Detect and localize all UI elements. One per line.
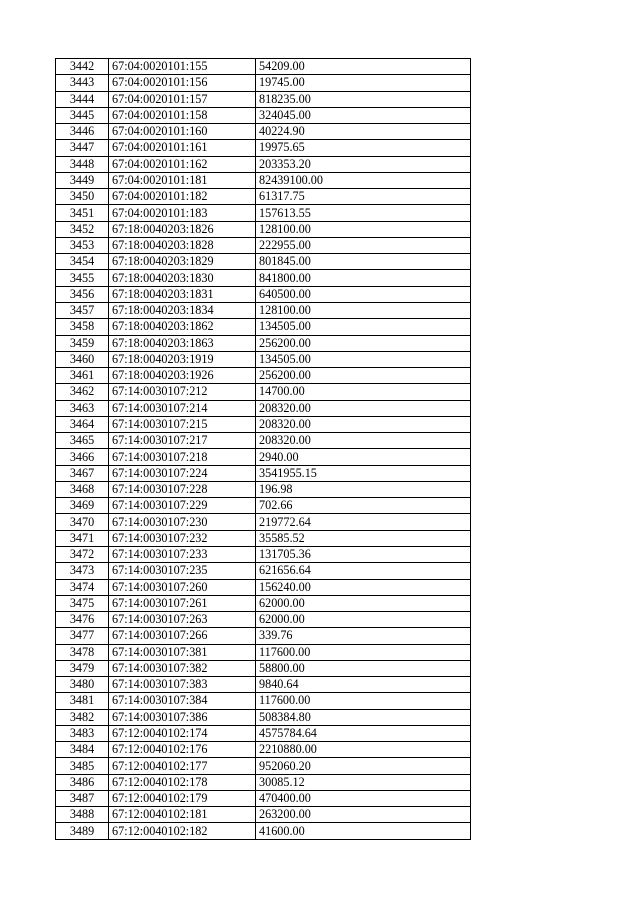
value-cell: 156240.00: [256, 579, 471, 595]
value-cell: 222955.00: [256, 237, 471, 253]
table-row: [56, 172, 471, 188]
table-row: [56, 742, 471, 758]
row-number-cell: 3484: [56, 742, 109, 758]
row-number-cell: 3474: [56, 579, 109, 595]
table-row: [56, 612, 471, 628]
value-cell: 324045.00: [256, 107, 471, 123]
table-row: [56, 254, 471, 270]
table-row: [56, 758, 471, 774]
cadastral-number-cell: 67:14:0030107:229: [109, 498, 256, 514]
value-cell: 196.98: [256, 481, 471, 497]
table-row: [56, 156, 471, 172]
value-cell: 2940.00: [256, 449, 471, 465]
value-cell: 470400.00: [256, 790, 471, 806]
row-number-cell: 3444: [56, 91, 109, 107]
row-number-cell: 3487: [56, 790, 109, 806]
row-number-cell: 3476: [56, 612, 109, 628]
cadastral-number-cell: 67:04:0020101:156: [109, 75, 256, 91]
value-cell: 117600.00: [256, 644, 471, 660]
value-cell: 9840.64: [256, 677, 471, 693]
cadastral-number-cell: 67:14:0030107:383: [109, 677, 256, 693]
row-number-cell: 3456: [56, 286, 109, 302]
row-number-cell: 3442: [56, 59, 109, 75]
table-row: [56, 530, 471, 546]
cadastral-number-cell: 67:12:0040102:179: [109, 790, 256, 806]
value-cell: 508384.80: [256, 709, 471, 725]
value-cell: 157613.55: [256, 205, 471, 221]
cadastral-number-cell: 67:18:0040203:1829: [109, 254, 256, 270]
cadastral-number-cell: 67:04:0020101:181: [109, 172, 256, 188]
cadastral-number-cell: 67:04:0020101:160: [109, 124, 256, 140]
cadastral-number-cell: 67:14:0030107:386: [109, 709, 256, 725]
value-cell: 131705.36: [256, 546, 471, 562]
cadastral-number-cell: 67:14:0030107:235: [109, 563, 256, 579]
cadastral-number-cell: 67:14:0030107:212: [109, 384, 256, 400]
row-number-cell: 3446: [56, 124, 109, 140]
data-table: [55, 58, 471, 840]
value-cell: 203353.20: [256, 156, 471, 172]
value-cell: 134505.00: [256, 319, 471, 335]
value-cell: 263200.00: [256, 807, 471, 823]
table-row: [56, 335, 471, 351]
table-body: [56, 59, 471, 840]
table-row: [56, 774, 471, 790]
value-cell: 702.66: [256, 498, 471, 514]
row-number-cell: 3469: [56, 498, 109, 514]
row-number-cell: 3447: [56, 140, 109, 156]
cadastral-number-cell: 67:14:0030107:224: [109, 465, 256, 481]
row-number-cell: 3480: [56, 677, 109, 693]
value-cell: 219772.64: [256, 514, 471, 530]
value-cell: 841800.00: [256, 270, 471, 286]
cadastral-number-cell: 67:04:0020101:161: [109, 140, 256, 156]
row-number-cell: 3458: [56, 319, 109, 335]
row-number-cell: 3462: [56, 384, 109, 400]
table-row: [56, 59, 471, 75]
cadastral-number-cell: 67:14:0030107:232: [109, 530, 256, 546]
value-cell: 128100.00: [256, 221, 471, 237]
cadastral-number-cell: 67:18:0040203:1828: [109, 237, 256, 253]
cadastral-number-cell: 67:18:0040203:1831: [109, 286, 256, 302]
value-cell: 134505.00: [256, 351, 471, 367]
cadastral-number-cell: 67:18:0040203:1926: [109, 368, 256, 384]
cadastral-number-cell: 67:18:0040203:1826: [109, 221, 256, 237]
value-cell: 40224.90: [256, 124, 471, 140]
cadastral-number-cell: 67:04:0020101:155: [109, 59, 256, 75]
value-cell: 4575784.64: [256, 725, 471, 741]
table-row: [56, 644, 471, 660]
value-cell: 621656.64: [256, 563, 471, 579]
value-cell: 19975.65: [256, 140, 471, 156]
value-cell: 41600.00: [256, 823, 471, 839]
value-cell: 3541955.15: [256, 465, 471, 481]
value-cell: 62000.00: [256, 612, 471, 628]
value-cell: 818235.00: [256, 91, 471, 107]
table-row: [56, 302, 471, 318]
value-cell: 128100.00: [256, 302, 471, 318]
value-cell: 30085.12: [256, 774, 471, 790]
row-number-cell: 3466: [56, 449, 109, 465]
table-row: [56, 725, 471, 741]
row-number-cell: 3479: [56, 660, 109, 676]
document-sheet: [55, 58, 471, 840]
table-row: [56, 433, 471, 449]
row-number-cell: 3465: [56, 433, 109, 449]
value-cell: 54209.00: [256, 59, 471, 75]
row-number-cell: 3488: [56, 807, 109, 823]
value-cell: 801845.00: [256, 254, 471, 270]
value-cell: 2210880.00: [256, 742, 471, 758]
table-row: [56, 319, 471, 335]
row-number-cell: 3457: [56, 302, 109, 318]
table-row: [56, 465, 471, 481]
row-number-cell: 3482: [56, 709, 109, 725]
table-row: [56, 400, 471, 416]
cadastral-number-cell: 67:04:0020101:182: [109, 189, 256, 205]
cadastral-number-cell: 67:14:0030107:384: [109, 693, 256, 709]
table-row: [56, 286, 471, 302]
row-number-cell: 3481: [56, 693, 109, 709]
cadastral-number-cell: 67:12:0040102:176: [109, 742, 256, 758]
row-number-cell: 3471: [56, 530, 109, 546]
cadastral-number-cell: 67:04:0020101:183: [109, 205, 256, 221]
row-number-cell: 3454: [56, 254, 109, 270]
value-cell: 19745.00: [256, 75, 471, 91]
cadastral-number-cell: 67:14:0030107:215: [109, 416, 256, 432]
row-number-cell: 3475: [56, 595, 109, 611]
value-cell: 14700.00: [256, 384, 471, 400]
cadastral-number-cell: 67:12:0040102:177: [109, 758, 256, 774]
table-row: [56, 270, 471, 286]
table-row: [56, 823, 471, 839]
table-row: [56, 563, 471, 579]
table-row: [56, 693, 471, 709]
table-row: [56, 368, 471, 384]
table-row: [56, 237, 471, 253]
table-row: [56, 91, 471, 107]
cadastral-number-cell: 67:14:0030107:261: [109, 595, 256, 611]
cadastral-number-cell: 67:12:0040102:182: [109, 823, 256, 839]
value-cell: 339.76: [256, 628, 471, 644]
table-row: [56, 221, 471, 237]
table-row: [56, 189, 471, 205]
row-number-cell: 3483: [56, 725, 109, 741]
cadastral-number-cell: 67:18:0040203:1834: [109, 302, 256, 318]
table-row: [56, 677, 471, 693]
cadastral-number-cell: 67:18:0040203:1919: [109, 351, 256, 367]
value-cell: 208320.00: [256, 433, 471, 449]
table-row: [56, 709, 471, 725]
row-number-cell: 3478: [56, 644, 109, 660]
row-number-cell: 3472: [56, 546, 109, 562]
cadastral-number-cell: 67:14:0030107:260: [109, 579, 256, 595]
value-cell: 208320.00: [256, 400, 471, 416]
table-row: [56, 449, 471, 465]
value-cell: 117600.00: [256, 693, 471, 709]
cadastral-number-cell: 67:14:0030107:217: [109, 433, 256, 449]
row-number-cell: 3450: [56, 189, 109, 205]
cadastral-number-cell: 67:12:0040102:178: [109, 774, 256, 790]
row-number-cell: 3451: [56, 205, 109, 221]
row-number-cell: 3489: [56, 823, 109, 839]
cadastral-number-cell: 67:18:0040203:1863: [109, 335, 256, 351]
table-row: [56, 514, 471, 530]
row-number-cell: 3455: [56, 270, 109, 286]
row-number-cell: 3470: [56, 514, 109, 530]
row-number-cell: 3461: [56, 368, 109, 384]
row-number-cell: 3452: [56, 221, 109, 237]
row-number-cell: 3448: [56, 156, 109, 172]
table-row: [56, 205, 471, 221]
table-row: [56, 660, 471, 676]
cadastral-number-cell: 67:04:0020101:158: [109, 107, 256, 123]
row-number-cell: 3464: [56, 416, 109, 432]
value-cell: 58800.00: [256, 660, 471, 676]
table-row: [56, 416, 471, 432]
row-number-cell: 3449: [56, 172, 109, 188]
value-cell: 35585.52: [256, 530, 471, 546]
row-number-cell: 3463: [56, 400, 109, 416]
value-cell: 61317.75: [256, 189, 471, 205]
value-cell: 62000.00: [256, 595, 471, 611]
cadastral-number-cell: 67:14:0030107:382: [109, 660, 256, 676]
row-number-cell: 3445: [56, 107, 109, 123]
cadastral-number-cell: 67:14:0030107:214: [109, 400, 256, 416]
cadastral-number-cell: 67:12:0040102:181: [109, 807, 256, 823]
cadastral-number-cell: 67:14:0030107:381: [109, 644, 256, 660]
table-row: [56, 546, 471, 562]
table-row: [56, 498, 471, 514]
table-row: [56, 807, 471, 823]
cadastral-number-cell: 67:14:0030107:218: [109, 449, 256, 465]
cadastral-number-cell: 67:14:0030107:228: [109, 481, 256, 497]
table-row: [56, 628, 471, 644]
value-cell: 640500.00: [256, 286, 471, 302]
row-number-cell: 3459: [56, 335, 109, 351]
cadastral-number-cell: 67:14:0030107:230: [109, 514, 256, 530]
table-row: [56, 107, 471, 123]
row-number-cell: 3460: [56, 351, 109, 367]
table-row: [56, 384, 471, 400]
value-cell: 952060.20: [256, 758, 471, 774]
cadastral-number-cell: 67:12:0040102:174: [109, 725, 256, 741]
value-cell: 208320.00: [256, 416, 471, 432]
row-number-cell: 3485: [56, 758, 109, 774]
table-row: [56, 579, 471, 595]
table-row: [56, 595, 471, 611]
table-row: [56, 351, 471, 367]
value-cell: 256200.00: [256, 335, 471, 351]
table-row: [56, 140, 471, 156]
table-row: [56, 75, 471, 91]
row-number-cell: 3453: [56, 237, 109, 253]
value-cell: 256200.00: [256, 368, 471, 384]
cadastral-number-cell: 67:14:0030107:263: [109, 612, 256, 628]
cadastral-number-cell: 67:14:0030107:266: [109, 628, 256, 644]
row-number-cell: 3477: [56, 628, 109, 644]
row-number-cell: 3468: [56, 481, 109, 497]
table-row: [56, 481, 471, 497]
cadastral-number-cell: 67:14:0030107:233: [109, 546, 256, 562]
cadastral-number-cell: 67:04:0020101:157: [109, 91, 256, 107]
value-cell: 82439100.00: [256, 172, 471, 188]
table-row: [56, 790, 471, 806]
cadastral-number-cell: 67:18:0040203:1862: [109, 319, 256, 335]
row-number-cell: 3467: [56, 465, 109, 481]
cadastral-number-cell: 67:18:0040203:1830: [109, 270, 256, 286]
row-number-cell: 3443: [56, 75, 109, 91]
table-row: [56, 124, 471, 140]
row-number-cell: 3473: [56, 563, 109, 579]
row-number-cell: 3486: [56, 774, 109, 790]
cadastral-number-cell: 67:04:0020101:162: [109, 156, 256, 172]
